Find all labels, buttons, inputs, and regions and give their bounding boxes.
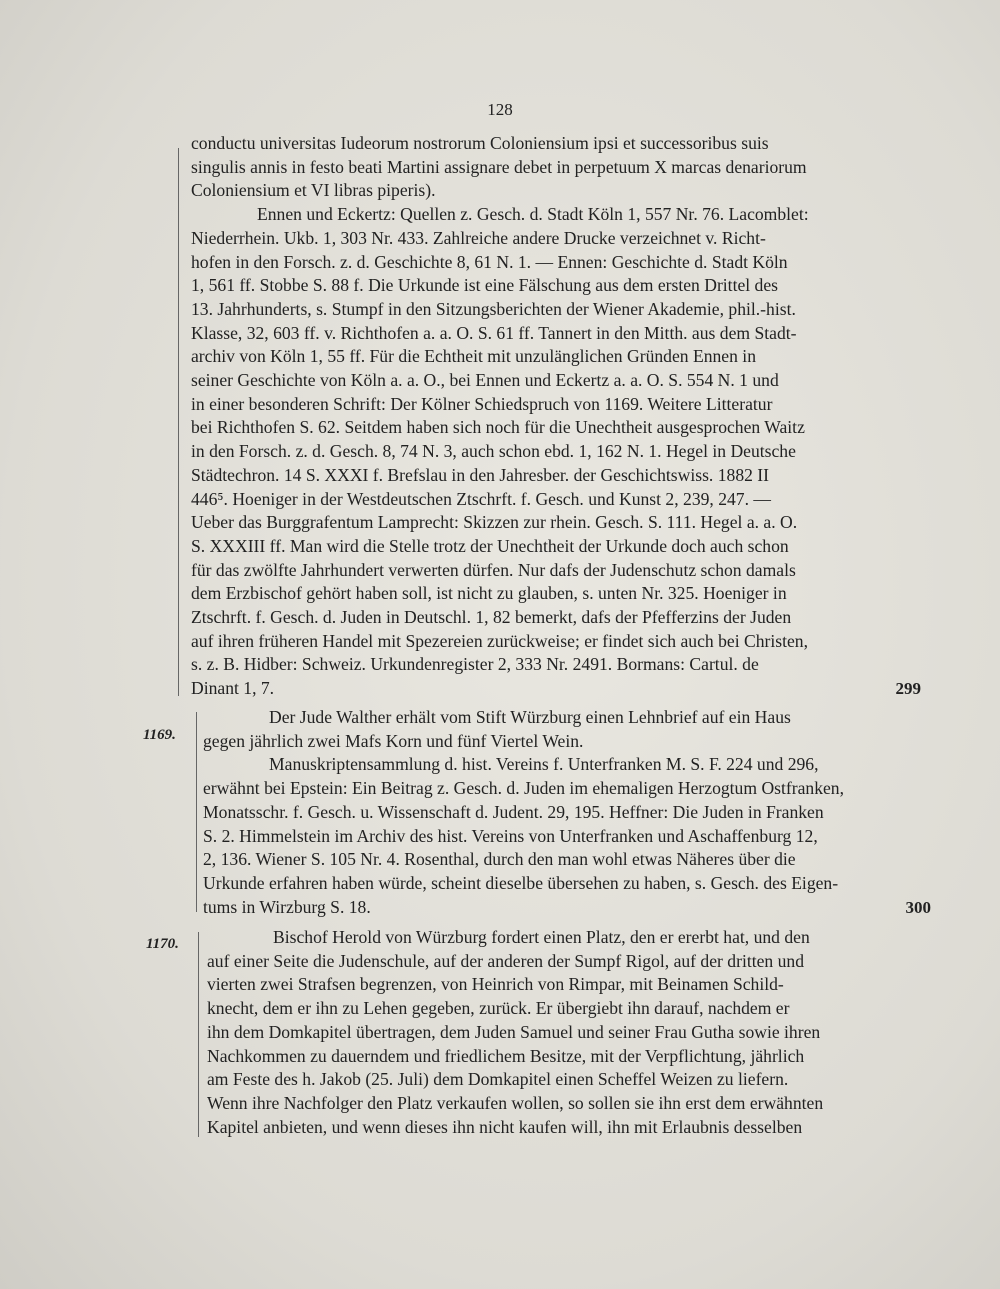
reference-line: Urkunde erfahren haben würde, scheint dieselbe übersehen zu haben, s. Gesch. des Eigen- bbox=[203, 872, 839, 893]
reference-text: Dinant 1, 7. bbox=[191, 678, 275, 699]
text-line: Bischof Herold von Würzburg fordert einen Platz, den er ererbt hat, und den bbox=[273, 927, 810, 947]
year-label: 1170. bbox=[146, 936, 179, 952]
margin-rule bbox=[196, 712, 197, 912]
text-line: knecht, dem er ihn zu Lehen gegeben, zurück. Er übergiebt ihn darauf, nachdem er bbox=[207, 998, 790, 1019]
reference-line: Manuskriptensammlung d. hist. Vereins f. Unterfranken M. S. F. 224 und 296, bbox=[269, 754, 819, 775]
reference-line: Ztschrft. f. Gesch. d. Juden in Deutschl. 1, 82 bemerkt, dafs der Pfefferzins der Juden bbox=[191, 607, 792, 628]
text-line: Der Jude Walther erhält vom Stift Würzburg einen Lehnbrief auf ein Haus bbox=[269, 707, 791, 727]
year-label: 1169. bbox=[143, 727, 176, 743]
reference-line: in den Forsch. z. d. Gesch. 8, 74 N. 3, auch schon ebd. 1, 162 N. 1. Hegel in Deutsche bbox=[191, 441, 796, 462]
reference-line: archiv von Köln 1, 55 ff. Für die Echtheit mit unzulänglichen Gründen Ennen in bbox=[191, 346, 756, 367]
reference-line: dem Erzbischof gehört haben soll, ist nicht zu glauben, s. unten Nr. 325. Hoeniger in bbox=[191, 583, 787, 604]
reference-line: Städtechron. 14 S. XXXI f. Brefslau in den Jahresber. der Geschichtswiss. 1882 II bbox=[191, 464, 770, 485]
reference-line: S. 2. Himmelstein im Archiv des hist. Vereins von Unterfranken und Aschaffenburg 12, bbox=[203, 825, 818, 846]
reference-line: erwähnt bei Epstein: Ein Beitrag z. Gesch. d. Juden im ehemaligen Herzogtum Ostfranken, bbox=[203, 778, 845, 799]
reference-line: Niederrhein. Ukb. 1, 303 Nr. 433. Zahlreiche andere Drucke verzeichnet v. Richt- bbox=[191, 227, 766, 248]
reference-line: in einer besonderen Schrift: Der Kölner Schiedspruch von 1169. Weitere Litteratur bbox=[191, 393, 773, 414]
reference-line: Ueber das Burggrafentum Lamprecht: Skizzen zur rhein. Gesch. S. 111. Hegel a. a. O. bbox=[191, 512, 798, 533]
text-line: am Feste des h. Jakob (25. Juli) dem Domkapitel einen Scheffel Weizen zu liefern. bbox=[207, 1069, 789, 1090]
margin-rule bbox=[178, 148, 179, 696]
text-line: Kapitel anbieten, und wenn dieses ihn nicht kaufen will, ihn mit Erlaubnis desselben bbox=[207, 1116, 803, 1137]
text-line: ihn dem Domkapitel übertragen, dem Juden Samuel und seiner Frau Gutha sowie ihren bbox=[207, 1021, 821, 1042]
text-line: conductu universitas Iudeorum nostrorum Coloniensium ipsi et successoribus suis bbox=[191, 133, 769, 153]
reference-line: s. z. B. Hidber: Schweiz. Urkundenregister 2, 333 Nr. 2491. Bormans: Cartul. de bbox=[191, 654, 759, 675]
reference-line: S. XXXIII ff. Man wird die Stelle trotz der Unechtheit der Urkunde doch auch schon bbox=[191, 535, 789, 556]
reference-line: hofen in den Forsch. z. d. Geschichte 8, 61 N. 1. — Ennen: Geschichte d. Stadt Köln bbox=[191, 251, 788, 272]
regest-number: 300 bbox=[905, 897, 931, 917]
text-line: Coloniensium et VI libras piperis). bbox=[191, 180, 436, 201]
page-number: 128 bbox=[487, 100, 513, 119]
margin-rule bbox=[198, 932, 199, 1137]
entry-300 bbox=[203, 706, 931, 919]
reference-line: Monatsschr. f. Gesch. u. Wissenschaft d. Judent. 29, 195. Heffner: Die Juden in Franken bbox=[203, 801, 824, 822]
entry-299 bbox=[191, 132, 921, 701]
entry-301 bbox=[207, 926, 935, 1139]
reference-line bbox=[191, 677, 921, 701]
reference-line: für das zwölfte Jahrhundert verwerten dürfen. Nur dafs der Judenschutz schon damals bbox=[191, 559, 796, 580]
text-line: Wenn ihre Nachfolger den Platz verkaufen wollen, so sollen sie ihn erst dem erwähnten bbox=[207, 1092, 824, 1113]
text-line: vierten zwei Strafsen begrenzen, von Heinrich von Rimpar, mit Beinamen Schild- bbox=[207, 974, 784, 995]
text-line: Nachkommen zu dauerndem und friedlichem Besitze, mit der Verpflichtung, jährlich bbox=[207, 1045, 805, 1066]
reference-line bbox=[203, 896, 931, 920]
reference-line: Klasse, 32, 603 ff. v. Richthofen a. a. O. S. 61 ff. Tannert in den Mitth. aus dem Stadt- bbox=[191, 322, 797, 343]
text-line: gegen jährlich zwei Mafs Korn und fünf Viertel Wein. bbox=[203, 730, 584, 751]
reference-line: Ennen und Eckertz: Quellen z. Gesch. d. Stadt Köln 1, 557 Nr. 76. Lacomblet: bbox=[257, 204, 809, 225]
regest-number: 299 bbox=[895, 679, 921, 699]
reference-text: tums in Wirzburg S. 18. bbox=[203, 896, 371, 917]
reference-line: bei Richthofen S. 62. Seitdem haben sich noch für die Unechtheit ausgesprochen Waitz bbox=[191, 417, 805, 438]
reference-line: auf ihren früheren Handel mit Spezereien zurückweise; er findet sich auch bei Christen, bbox=[191, 630, 809, 651]
reference-line: seiner Geschichte von Köln a. a. O., bei Ennen und Eckertz a. a. O. S. 554 N. 1 und bbox=[191, 370, 779, 391]
text-line: singulis annis in festo beati Martini assignare debet in perpetuum X marcas denariorum bbox=[191, 156, 807, 177]
reference-line: 2, 136. Wiener S. 105 Nr. 4. Rosenthal, durch den man wohl etwas Näheres über die bbox=[203, 849, 796, 870]
reference-line: 1, 561 ff. Stobbe S. 88 f. Die Urkunde ist eine Fälschung aus dem ersten Drittel des bbox=[191, 275, 779, 296]
reference-line: 13. Jahrhunderts, s. Stumpf in den Sitzungsberichten der Wiener Akademie, phil.-hist. bbox=[191, 298, 796, 319]
reference-line: 446⁵. Hoeniger in der Westdeutschen Ztschrft. f. Gesch. und Kunst 2, 239, 247. — bbox=[191, 488, 771, 509]
text-line: auf einer Seite die Judenschule, auf der anderen der Sumpf Rigol, auf der dritten und bbox=[207, 950, 805, 971]
